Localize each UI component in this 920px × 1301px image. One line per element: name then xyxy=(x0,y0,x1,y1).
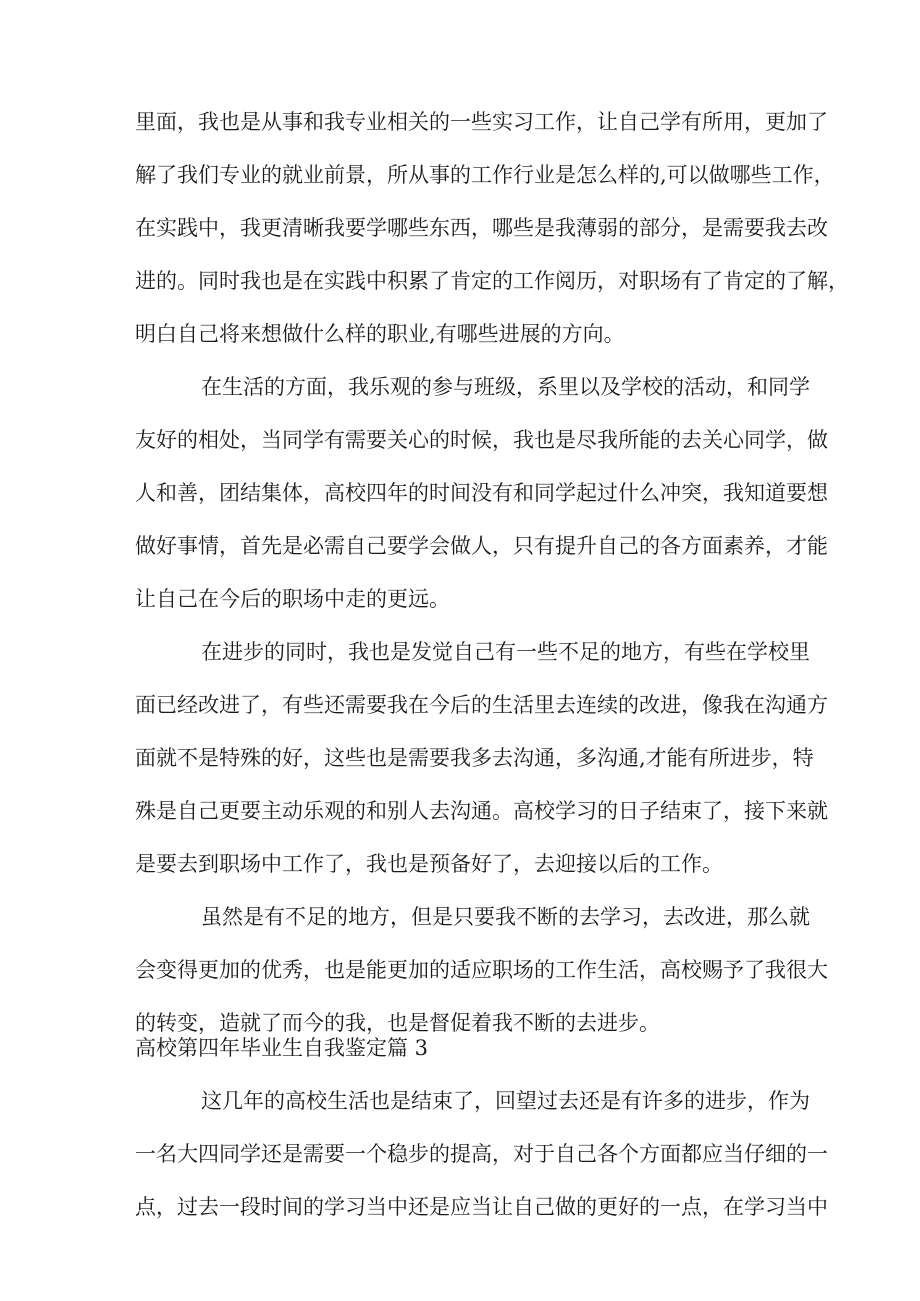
section-heading: 高校第四年毕业生自我鉴定篇 3 xyxy=(135,1036,429,1060)
paragraph-line: 虽然是有不足的地方，但是只要我不断的去学习，去改进，那么就 xyxy=(201,905,810,929)
paragraph-5 xyxy=(135,1089,828,1220)
paragraph-line: 明白自己将来想做什么样的职业,有哪些进展的方向。 xyxy=(135,322,625,346)
paragraph-line: 在实践中，我更清晰我要学哪些东西，哪些是我薄弱的部分，是需要我去改 xyxy=(135,216,828,240)
paragraph-line: 面就不是特殊的好，这些也是需要我多去沟通，多沟通,才能有所进步，特 xyxy=(135,746,814,770)
paragraph-line: 的转变，造就了而今的我，也是督促着我不断的去进步。 xyxy=(135,1011,660,1035)
paragraph-line: 在进步的同时，我也是发觉自己有一些不足的地方，有些在学校里 xyxy=(201,640,810,664)
paragraph-line: 会变得更加的优秀，也是能更加的适应职场的工作生活，高校赐予了我很大 xyxy=(135,958,828,982)
paragraph-line: 做好事情，首先是必需自己要学会做人，只有提升自己的各方面素养，才能 xyxy=(135,534,828,558)
paragraph-line: 进的。同时我也是在实践中积累了肯定的工作阅历，对职场有了肯定的了解， xyxy=(135,269,849,293)
paragraph-line: 这几年的高校生活也是结束了，回望过去还是有许多的进步，作为 xyxy=(201,1089,810,1113)
paragraph-line: 是要去到职场中工作了，我也是预备好了，去迎接以后的工作。 xyxy=(135,852,723,876)
paragraph-line: 友好的相处，当同学有需要关心的时候，我也是尽我所能的去关心同学，做 xyxy=(135,428,828,452)
paragraph-line: 让自己在今后的职场中走的更远。 xyxy=(135,587,450,611)
paragraph-line: 点，过去一段时间的学习当中还是应当让自己做的更好的一点，在学习当中 xyxy=(135,1195,828,1219)
document-page xyxy=(135,110,849,1220)
paragraph-2 xyxy=(135,375,828,612)
paragraph-line: 解了我们专业的就业前景，所从事的工作行业是怎么样的,可以做哪些工作， xyxy=(135,163,835,187)
paragraph-4 xyxy=(135,905,828,1036)
paragraph-line: 里面，我也是从事和我专业相关的一些实习工作，让自己学有所用，更加了 xyxy=(135,110,828,134)
paragraph-line: 面已经改进了，有些还需要我在今后的生活里去连续的改进，像我在沟通方 xyxy=(135,693,828,717)
paragraph-line: 人和善，团结集体，高校四年的时间没有和同学起过什么冲突，我知道要想 xyxy=(135,481,828,505)
paragraph-line: 一名大四同学还是需要一个稳步的提高，对于自己各个方面都应当仔细的一 xyxy=(135,1142,828,1166)
paragraph-line: 殊是自己更要主动乐观的和别人去沟通。高校学习的日子结束了，接下来就 xyxy=(135,799,828,823)
paragraph-line: 在生活的方面，我乐观的参与班级，系里以及学校的活动，和同学 xyxy=(201,375,810,399)
paragraph-3 xyxy=(135,640,828,877)
paragraph-1 xyxy=(135,110,849,347)
